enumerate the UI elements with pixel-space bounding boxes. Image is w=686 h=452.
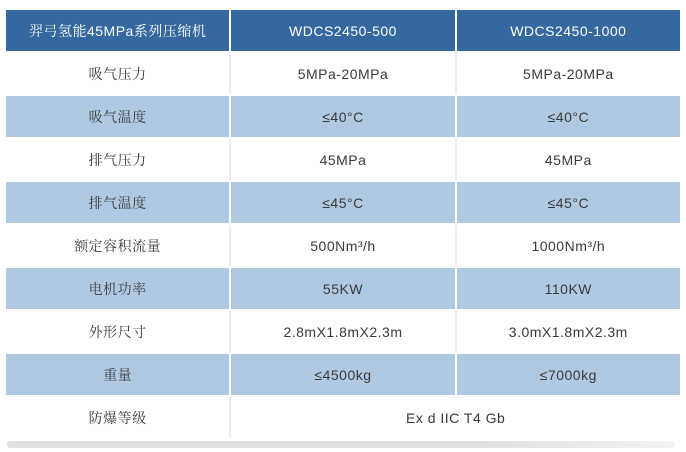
row-label: 防爆等级 xyxy=(6,397,229,438)
table-row xyxy=(6,139,680,180)
row-value: 5MPa-20MPa xyxy=(231,53,454,94)
header-model-wdcs2450-500: WDCS2450-500 xyxy=(231,10,454,51)
table-row xyxy=(6,53,680,94)
header-row xyxy=(6,10,680,51)
table-row xyxy=(6,311,680,352)
row-value: 3.0mX1.8mX2.3m xyxy=(457,311,680,352)
row-value: ≤45°C xyxy=(457,182,680,223)
row-value: 45MPa xyxy=(231,139,454,180)
row-label: 排气压力 xyxy=(6,139,229,180)
row-value: 110KW xyxy=(457,268,680,309)
table-bottom-shadow xyxy=(7,441,675,448)
row-value: Ex d IIC T4 Gb xyxy=(231,397,680,438)
table-row xyxy=(6,182,680,223)
row-value: ≤45°C xyxy=(231,182,454,223)
row-value: 2.8mX1.8mX2.3m xyxy=(231,311,454,352)
row-value: 500Nm³/h xyxy=(231,225,454,266)
table-row xyxy=(6,268,680,309)
header-series-title: 羿弓氢能45MPa系列压缩机 xyxy=(6,10,229,51)
row-label: 吸气压力 xyxy=(6,53,229,94)
header-model-wdcs2450-1000: WDCS2450-1000 xyxy=(457,10,680,51)
row-value: 45MPa xyxy=(457,139,680,180)
row-value: ≤40°C xyxy=(231,96,454,137)
row-label: 排气温度 xyxy=(6,182,229,223)
compressor-spec-table xyxy=(4,8,682,440)
row-label: 外形尺寸 xyxy=(6,311,229,352)
table-row xyxy=(6,96,680,137)
row-label: 额定容积流量 xyxy=(6,225,229,266)
row-value: ≤7000kg xyxy=(457,354,680,395)
table-row xyxy=(6,354,680,395)
row-label: 吸气温度 xyxy=(6,96,229,137)
row-value: ≤40°C xyxy=(457,96,680,137)
row-value: ≤4500kg xyxy=(231,354,454,395)
row-value: 1000Nm³/h xyxy=(457,225,680,266)
table-row xyxy=(6,225,680,266)
row-value: 55KW xyxy=(231,268,454,309)
row-label: 重量 xyxy=(6,354,229,395)
table-body xyxy=(6,53,680,438)
row-label: 电机功率 xyxy=(6,268,229,309)
table-row xyxy=(6,397,680,438)
row-value: 5MPa-20MPa xyxy=(457,53,680,94)
